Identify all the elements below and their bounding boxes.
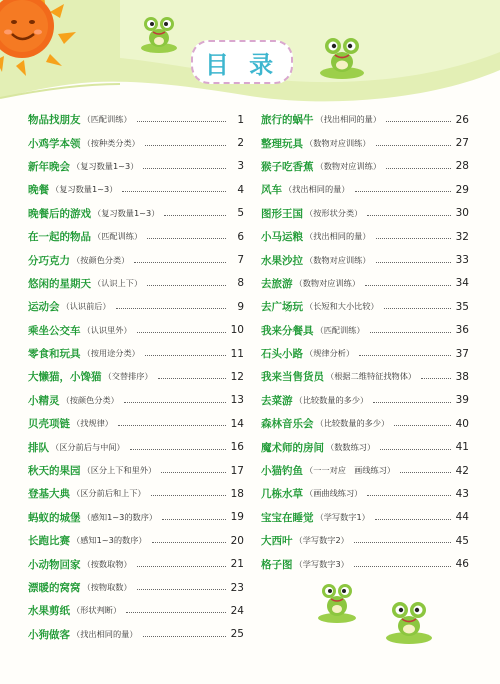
frog-icon	[318, 34, 366, 80]
toc-entry[interactable]	[261, 108, 469, 131]
frog-icon	[384, 598, 434, 644]
toc-entry-topic: （感知1~3的数序）	[82, 511, 158, 522]
toc-entry-page: 6	[237, 230, 244, 243]
toc-entry-topic: （数物对应训练）	[294, 277, 361, 288]
toc-entry[interactable]	[28, 506, 244, 529]
toc-entry[interactable]	[28, 108, 244, 131]
toc-entry-title: 晚餐	[28, 184, 49, 197]
dot-leader	[367, 215, 451, 216]
toc-entry[interactable]	[28, 225, 244, 248]
toc-entry[interactable]	[261, 529, 469, 552]
toc-entry-page: 4	[237, 183, 244, 196]
toc-entry-title: 晚餐后的游戏	[28, 207, 91, 220]
dot-leader	[367, 495, 451, 496]
toc-entry-topic: （比较数量的多少）	[294, 394, 369, 405]
toc-entry-page: 46	[455, 558, 469, 571]
toc-entry-page: 33	[455, 254, 469, 267]
toc-entry-title: 物品找朋友	[28, 114, 81, 127]
toc-entry[interactable]	[261, 202, 469, 225]
sun-icon	[0, 0, 96, 80]
toc-entry-title: 我来当售货员	[261, 371, 324, 384]
toc-left-column	[28, 108, 244, 646]
toc-entry-page: 29	[455, 183, 469, 196]
toc-entry[interactable]	[28, 623, 244, 646]
dot-leader	[147, 238, 226, 239]
toc-entry-title: 小猫钓鱼	[261, 465, 303, 478]
toc-entry-page: 18	[230, 487, 244, 500]
toc-entry-page: 9	[237, 300, 244, 313]
toc-entry-title: 我来分餐具	[261, 324, 314, 337]
toc-entry-page: 30	[455, 207, 469, 220]
toc-entry[interactable]	[28, 412, 244, 435]
toc-entry-title: 登基大典	[28, 488, 70, 501]
toc-entry-title: 图形王国	[261, 207, 303, 220]
dot-leader	[400, 472, 451, 473]
dot-leader	[365, 285, 451, 286]
toc-entry-page: 44	[455, 511, 469, 524]
dot-leader	[118, 425, 226, 426]
toc-entry[interactable]	[28, 365, 244, 388]
toc-entry-topic: （数物对应训练）	[315, 160, 382, 171]
dot-leader	[152, 542, 226, 543]
dot-leader	[137, 332, 226, 333]
dot-leader	[164, 215, 226, 216]
toc-entry-title: 石头小路	[261, 348, 303, 361]
toc-entry[interactable]	[261, 482, 469, 505]
toc-entry[interactable]	[261, 365, 469, 388]
toc-entry-page: 21	[230, 558, 244, 571]
toc-entry[interactable]	[28, 155, 244, 178]
toc-entry-page: 1	[237, 113, 244, 126]
toc-entry[interactable]	[261, 389, 469, 412]
toc-entry-title: 小马运粮	[261, 231, 303, 244]
dot-leader	[137, 589, 226, 590]
toc-entry-title: 宝宝在睡觉	[261, 511, 314, 524]
toc-entry[interactable]	[261, 272, 469, 295]
toc-entry-page: 28	[455, 160, 469, 173]
toc-entry[interactable]	[28, 272, 244, 295]
toc-entry-title: 排队	[28, 441, 49, 454]
dot-leader	[147, 285, 226, 286]
toc-entry-topic: （按用途分类）	[82, 348, 140, 359]
dot-leader	[386, 168, 451, 169]
dot-leader	[376, 238, 451, 239]
dot-leader	[130, 449, 226, 450]
toc-entry-title: 几栋水草	[261, 488, 303, 501]
toc-entry-page: 37	[455, 347, 469, 360]
toc-entry-topic: （找出相同的量）	[284, 184, 350, 195]
toc-entry-page: 2	[237, 137, 244, 150]
toc-entry-topic: （找出相同的量）	[305, 231, 371, 242]
toc-entry-title: 去旅游	[261, 277, 293, 290]
toc-entry[interactable]	[261, 506, 469, 529]
toc-entry-title: 运动会	[28, 301, 60, 314]
toc-title: 目 录	[204, 50, 280, 79]
dot-leader	[421, 378, 451, 379]
toc-entry-title: 猴子吃香蕉	[261, 160, 314, 173]
toc-entry-title: 大西叶	[261, 535, 293, 548]
toc-entry-topic: （根据二维特征找物体）	[326, 371, 417, 382]
dot-leader	[137, 566, 226, 567]
toc-entry-title: 分巧克力	[28, 254, 70, 267]
toc-entry-page: 16	[230, 441, 244, 454]
toc-entry[interactable]	[28, 576, 244, 599]
toc-entry-topic: （复习数量1~3）	[51, 184, 118, 195]
dot-leader	[373, 402, 451, 403]
toc-entry[interactable]	[261, 131, 469, 154]
toc-entry-title: 整理玩具	[261, 137, 303, 150]
toc-entry-page: 20	[230, 534, 244, 547]
toc-entry-page: 40	[455, 417, 469, 430]
toc-entry-title: 魔术师的房间	[261, 441, 324, 454]
toc-entry[interactable]	[261, 342, 469, 365]
toc-entry-topic: （按颜色分类）	[61, 394, 119, 405]
dot-leader	[161, 472, 226, 473]
toc-entry-topic: （规律分析）	[305, 348, 355, 359]
dot-leader	[145, 355, 226, 356]
toc-entry-page: 39	[455, 394, 469, 407]
toc-entry-page: 32	[455, 230, 469, 243]
toc-entry-page: 43	[455, 487, 469, 500]
dot-leader	[375, 519, 451, 520]
toc-entry-topic: （交替排序）	[103, 371, 153, 382]
toc-entry-title: 蚂蚁的城堡	[28, 511, 81, 524]
toc-entry-topic: （按物取数）	[82, 582, 132, 592]
dot-leader	[370, 332, 451, 333]
dot-leader	[151, 495, 226, 496]
dot-leader	[137, 121, 226, 122]
toc-entry[interactable]	[28, 529, 244, 552]
toc-right-column	[261, 108, 469, 576]
toc-entry-topic: （匹配训练）	[82, 114, 132, 125]
dot-leader	[162, 519, 226, 520]
toc-entry-topic: （画曲线练习）	[305, 488, 363, 499]
dot-leader	[126, 612, 226, 613]
toc-entry-topic: （按颜色分类）	[72, 254, 130, 265]
dot-leader	[376, 262, 451, 263]
toc-entry-title: 大懒猫，小馋猫	[28, 371, 102, 384]
toc-entry-topic: （学写数字2）	[294, 535, 349, 546]
toc-entry-topic: （按形状分类）	[305, 207, 363, 218]
toc-entry-title: 格子图	[261, 558, 293, 571]
dot-leader	[384, 308, 451, 309]
toc-entry-page: 7	[237, 254, 244, 267]
toc-entry[interactable]	[28, 248, 244, 271]
toc-entry-page: 12	[230, 370, 244, 383]
toc-entry-title: 秋天的果园	[28, 465, 81, 478]
toc-entry-topic: （区分前后与中间）	[51, 441, 125, 452]
toc-entry-page: 27	[455, 137, 469, 150]
toc-entry-topic: （学写数字1）	[315, 511, 370, 522]
toc-entry-topic: （按数取物）	[82, 558, 132, 569]
toc-entry-topic: （一一对应 画线练习）	[305, 465, 396, 476]
toc-entry-title: 悠闲的星期天	[28, 277, 91, 290]
dot-leader	[354, 542, 451, 543]
toc-entry-page: 35	[455, 300, 469, 313]
toc-entry-title: 旅行的蜗牛	[261, 114, 314, 127]
toc-entry-title: 水果沙拉	[261, 254, 303, 267]
toc-entry-page: 41	[455, 441, 469, 454]
toc-entry-topic: （数数练习）	[326, 441, 376, 452]
toc-entry-page: 5	[237, 207, 244, 220]
toc-entry[interactable]	[28, 459, 244, 482]
toc-entry-page: 45	[455, 534, 469, 547]
toc-entry-title: 水果剪纸	[28, 605, 70, 618]
dot-leader	[134, 262, 226, 263]
toc-entry[interactable]	[28, 202, 244, 225]
toc-entry-title: 小鸡学本领	[28, 137, 81, 150]
toc-entry-topic: （形状判断）	[72, 605, 122, 616]
toc-entry-title: 乘坐公交车	[28, 324, 81, 337]
toc-entry[interactable]	[28, 342, 244, 365]
toc-entry[interactable]	[261, 155, 469, 178]
toc-entry-page: 19	[230, 511, 244, 524]
toc-entry-page: 3	[237, 160, 244, 173]
toc-entry-topic: （找规律）	[72, 418, 113, 429]
toc-entry-title: 小精灵	[28, 394, 60, 407]
toc-entry-title: 去菜游	[261, 394, 293, 407]
frog-icon	[316, 580, 358, 624]
dot-leader	[380, 449, 451, 450]
toc-entry[interactable]	[261, 225, 469, 248]
toc-entry-title: 零食和玩具	[28, 348, 81, 361]
toc-entry[interactable]	[28, 482, 244, 505]
toc-entry-title: 漂暖的窝窝	[28, 582, 81, 594]
toc-entry-title: 新年晚会	[28, 160, 70, 173]
toc-entry-topic: （数物对应训练）	[305, 137, 371, 148]
toc-entry-topic: （找出相同的量）	[315, 114, 382, 125]
toc-entry-topic: （学写数字3）	[294, 558, 349, 569]
toc-entry-page: 25	[230, 628, 244, 641]
toc-entry-page: 11	[230, 347, 244, 360]
toc-entry[interactable]	[28, 131, 244, 154]
toc-entry-page: 36	[455, 324, 469, 337]
toc-entry[interactable]	[28, 319, 244, 342]
toc-entry-title: 森林音乐会	[261, 418, 314, 431]
dot-leader	[355, 191, 451, 192]
toc-entry-topic: （数物对应训练）	[305, 254, 371, 265]
toc-entry-page: 8	[237, 277, 244, 290]
toc-entry-topic: （区分前后和上下）	[72, 488, 146, 499]
toc-entry[interactable]	[28, 178, 244, 201]
toc-entry-topic: （长短和大小比较）	[305, 301, 379, 312]
toc-entry-title: 风车	[261, 184, 282, 197]
dot-leader	[386, 121, 451, 122]
toc-entry[interactable]	[261, 248, 469, 271]
dot-leader	[158, 378, 226, 379]
toc-entry-page: 38	[455, 370, 469, 383]
dot-leader	[124, 402, 226, 403]
toc-entry-title: 小动物回家	[28, 558, 81, 571]
toc-entry[interactable]	[261, 459, 469, 482]
dot-leader	[376, 145, 451, 146]
toc-entry-title: 在一起的物品	[28, 231, 91, 244]
dot-leader	[354, 566, 451, 567]
toc-entry-page: 42	[455, 464, 469, 477]
dot-leader	[143, 636, 226, 637]
toc-entry[interactable]	[261, 435, 469, 458]
toc-entry[interactable]	[28, 552, 244, 575]
dot-leader	[145, 145, 226, 146]
dot-leader	[116, 308, 226, 309]
toc-entry-page: 13	[230, 394, 244, 407]
toc-entry-topic: （匹配训练）	[93, 231, 143, 242]
toc-entry-topic: （区分上下和里外）	[82, 465, 157, 476]
toc-entry[interactable]	[28, 435, 244, 458]
toc-entry-page: 14	[230, 417, 244, 430]
toc-entry-topic: （匹配训练）	[315, 324, 365, 335]
dot-leader	[359, 355, 451, 356]
toc-title-box	[191, 40, 293, 84]
toc-entry-title: 贝壳项链	[28, 418, 70, 431]
toc-entry[interactable]	[261, 295, 469, 318]
toc-entry-topic: （感知1~3的数序）	[72, 535, 147, 546]
toc-entry-title: 长跑比赛	[28, 535, 70, 548]
toc-entry-page: 34	[455, 277, 469, 290]
toc-entry-page: 23	[230, 581, 244, 594]
toc-entry-topic: （认识里外）	[82, 324, 132, 335]
toc-entry[interactable]	[28, 295, 244, 318]
toc-entry[interactable]	[261, 178, 469, 201]
toc-entry-topic: （复习数量1~3）	[72, 160, 139, 171]
toc-entry-title: 小狗做客	[28, 628, 70, 641]
toc-entry-topic: （复习数量1~3）	[93, 207, 160, 218]
toc-entry-topic: （认识上下）	[93, 277, 143, 288]
toc-entry-title: 去广场玩	[261, 301, 303, 314]
dot-leader	[143, 168, 226, 169]
toc-entry-topic: （按种类分类）	[82, 137, 140, 148]
dot-leader	[394, 425, 451, 426]
toc-entry[interactable]	[261, 552, 469, 575]
toc-entry[interactable]	[261, 319, 469, 342]
dot-leader	[122, 191, 226, 192]
toc-entry-topic: （比较数量的多少）	[315, 418, 390, 429]
toc-entry-page: 17	[230, 464, 244, 477]
toc-entry[interactable]	[261, 412, 469, 435]
toc-entry-topic: （认识前后）	[61, 301, 111, 312]
toc-entry-topic: （找出相同的量）	[72, 628, 138, 639]
toc-entry[interactable]	[28, 599, 244, 622]
toc-entry[interactable]	[28, 389, 244, 412]
frog-icon	[138, 14, 180, 54]
toc-entry-page: 26	[455, 113, 469, 126]
toc-entry-page: 10	[230, 324, 244, 337]
toc-entry-page: 24	[230, 604, 244, 617]
